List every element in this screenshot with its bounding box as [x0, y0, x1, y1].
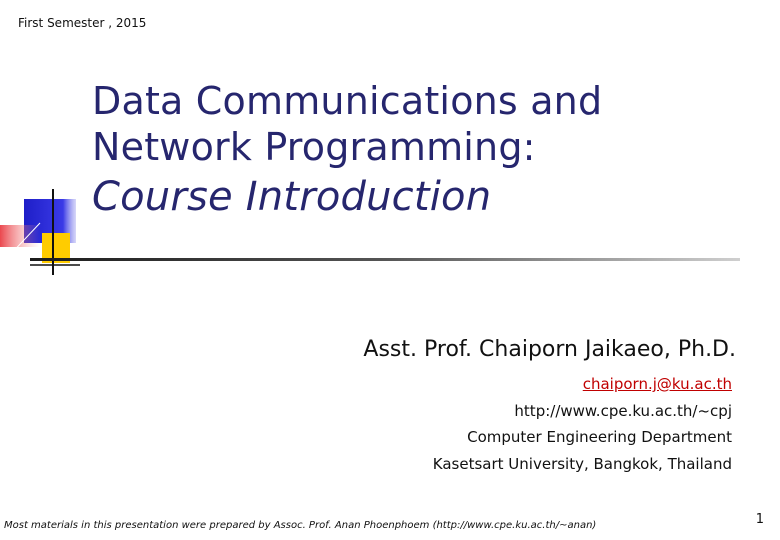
email-link[interactable]: chaiporn.j@ku.ac.th — [582, 375, 732, 393]
slide-subtitle: Course Introduction — [92, 174, 492, 220]
title-line-1: Data Communications and — [92, 79, 603, 123]
contact-block — [433, 371, 732, 477]
university-text: Kasetsart University, Bangkok, Thailand — [432, 454, 732, 473]
page-number: 1 — [755, 512, 764, 527]
website-text: http://www.cpe.ku.ac.th/~cpj — [514, 401, 732, 420]
semester-label: First Semester , 2015 — [18, 16, 147, 30]
author-name: Asst. Prof. Chaiporn Jaikaeo, Ph.D. — [363, 337, 736, 362]
title-line-2: Network Programming: — [92, 125, 536, 169]
slide-title — [92, 78, 602, 222]
title-divider — [30, 258, 740, 261]
footer-note: Most materials in this presentation were prepared by Assoc. Prof. Anan Phoenphoem (http://www.cpe.ku.ac.th/~anan) — [4, 520, 597, 531]
department-text: Computer Engineering Department — [467, 428, 732, 446]
decorative-squares-graphic — [0, 185, 80, 275]
